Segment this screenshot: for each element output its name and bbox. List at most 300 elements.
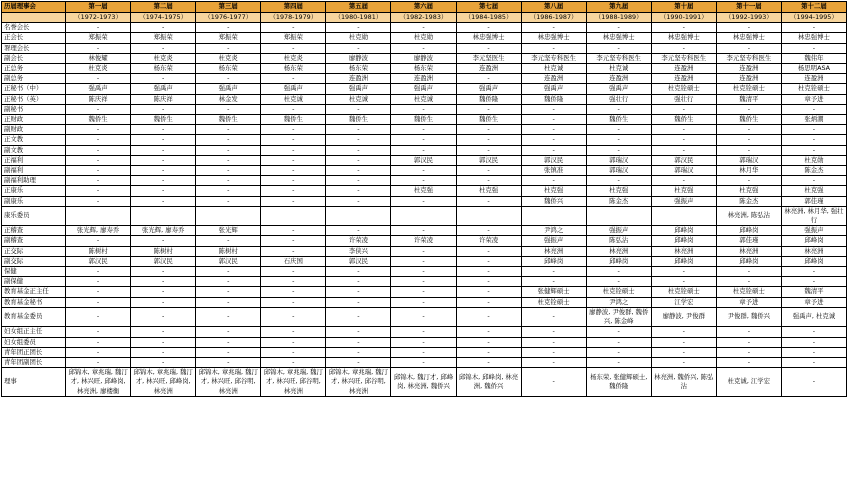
table-cell: -: [521, 307, 586, 326]
table-row: [2, 104, 847, 114]
table-cell: -: [781, 327, 846, 337]
table-cell: -: [586, 43, 651, 53]
table-row: [2, 236, 847, 246]
table-row: [2, 327, 847, 337]
table-cell: -: [521, 43, 586, 53]
table-cell: -: [66, 104, 131, 114]
table-cell: 杜克勋: [391, 33, 456, 43]
table-cell: -: [196, 186, 261, 196]
role-label: 理事: [2, 368, 66, 397]
table-cell: 陈金杰: [716, 196, 781, 206]
table-row: [2, 176, 847, 186]
table-row: [2, 145, 847, 155]
table-row: [2, 23, 847, 33]
role-label: 正总务: [2, 64, 66, 74]
table-cell: -: [456, 104, 521, 114]
table-cell: -: [261, 135, 326, 145]
table-cell: -: [716, 357, 781, 367]
table-cell: -: [261, 145, 326, 155]
table-cell: 魏侨生: [716, 115, 781, 125]
table-cell: 郭汉民: [651, 155, 716, 165]
term-years: （1992-1993）: [716, 13, 781, 23]
table-cell: 邱锦木, 邱峰岗, 林亮洲, 魏侨兴: [456, 368, 521, 397]
table-cell: 李元坚专科医生: [716, 53, 781, 63]
table-cell: -: [66, 196, 131, 206]
table-cell: [261, 206, 326, 225]
table-cell: 强禹声: [131, 84, 196, 94]
role-label: 正交际: [2, 246, 66, 256]
table-cell: -: [456, 226, 521, 236]
table-cell: -: [261, 226, 326, 236]
table-cell: 尹鸿之: [521, 226, 586, 236]
table-cell: -: [586, 327, 651, 337]
table-cell: -: [196, 196, 261, 206]
table-cell: -: [66, 135, 131, 145]
table-cell: 郭汉民: [66, 256, 131, 266]
table-cell: 邱锦木, 章兆瑞, 魏汀才, 林兴旺, 邱谷明, 林亮洲: [326, 368, 391, 397]
table-cell: 林亮洲: [651, 246, 716, 256]
table-cell: 强壮行: [586, 94, 651, 104]
table-cell: -: [391, 267, 456, 277]
table-cell: 郭瑞汉: [586, 155, 651, 165]
table-cell: 强禹声: [586, 84, 651, 94]
table-cell: 杜克炎: [261, 53, 326, 63]
table-cell: -: [326, 226, 391, 236]
term-years: （1978-1979）: [261, 13, 326, 23]
table-cell: 林忠强博士: [521, 33, 586, 43]
table-cell: -: [326, 337, 391, 347]
table-cell: 杨东荣: [131, 64, 196, 74]
table-cell: -: [261, 307, 326, 326]
table-cell: -: [66, 74, 131, 84]
table-cell: 陈弘沾: [586, 236, 651, 246]
table-cell: -: [131, 145, 196, 155]
table-cell: -: [716, 23, 781, 33]
table-cell: 林亮洲, 魏侨兴, 陈弘沾: [651, 368, 716, 397]
table-cell: -: [781, 104, 846, 114]
table-cell: 杜克诚: [326, 94, 391, 104]
table-cell: 强壮行: [651, 94, 716, 104]
table-cell: -: [391, 337, 456, 347]
term-header: 第三届: [196, 2, 261, 13]
table-cell: -: [261, 287, 326, 297]
table-cell: 邱峰岗: [651, 226, 716, 236]
table-cell: 廖静波: [326, 53, 391, 63]
table-cell: 杜克铨硕士: [586, 287, 651, 297]
table-cell: -: [456, 43, 521, 53]
table-cell: 许荣凌: [456, 236, 521, 246]
table-cell: -: [131, 277, 196, 287]
table-cell: -: [391, 277, 456, 287]
role-label: 副财政: [2, 125, 66, 135]
table-row: [2, 53, 847, 63]
table-cell: -: [66, 125, 131, 135]
table-cell: -: [586, 176, 651, 186]
table-cell: -: [326, 297, 391, 307]
table-cell: -: [391, 226, 456, 236]
table-cell: 杜克铨硕士: [521, 297, 586, 307]
table-cell: 杜克强: [716, 186, 781, 196]
role-label: 正稽查: [2, 226, 66, 236]
table-cell: -: [651, 337, 716, 347]
role-label: 副总务: [2, 74, 66, 84]
table-cell: -: [66, 327, 131, 337]
table-cell: -: [261, 125, 326, 135]
table-cell: 郑振荣: [196, 33, 261, 43]
table-cell: -: [131, 155, 196, 165]
table-cell: [66, 206, 131, 225]
table-cell: 尹鸿之: [586, 297, 651, 307]
table-cell: -: [326, 186, 391, 196]
table-cell: -: [196, 307, 261, 326]
table-cell: -: [651, 327, 716, 337]
term-header: 第十二届: [781, 2, 846, 13]
term-header: 第十届: [651, 2, 716, 13]
table-cell: 陈庆祥: [66, 94, 131, 104]
table-cell: 林忠强博士: [716, 33, 781, 43]
table-cell: -: [391, 287, 456, 297]
table-row: [2, 267, 847, 277]
table-cell: 张镇准: [521, 166, 586, 176]
table-cell: -: [261, 196, 326, 206]
table-cell: -: [66, 347, 131, 357]
table-cell: -: [196, 327, 261, 337]
term-header: 第九届: [586, 2, 651, 13]
table-cell: -: [651, 277, 716, 287]
table-cell: -: [131, 357, 196, 367]
table-cell: 杜克炎: [131, 53, 196, 63]
table-cell: 石庆国: [261, 256, 326, 266]
table-cell: 许荣凌: [391, 236, 456, 246]
role-label: 教育基金委员: [2, 307, 66, 326]
table-cell: -: [326, 125, 391, 135]
term-header: 第十一届: [716, 2, 781, 13]
table-cell: 章予进: [781, 297, 846, 307]
table-cell: 林亮洲, 陈弘沾: [716, 206, 781, 225]
table-cell: 强禹声, 杜克诚: [781, 307, 846, 326]
table-cell: -: [196, 104, 261, 114]
table-cell: -: [456, 166, 521, 176]
table-cell: -: [781, 347, 846, 357]
table-cell: -: [196, 297, 261, 307]
table-cell: -: [391, 145, 456, 155]
table-cell: 廖静波, 尹俊群, 魏侨兴, 陈金峰: [586, 307, 651, 326]
table-cell: 强禹声: [456, 84, 521, 94]
table-cell: -: [391, 357, 456, 367]
table-cell: -: [391, 297, 456, 307]
table-cell: -: [196, 166, 261, 176]
table-cell: -: [326, 327, 391, 337]
table-cell: -: [66, 155, 131, 165]
table-cell: -: [391, 307, 456, 326]
table-row: [2, 297, 847, 307]
table-cell: -: [196, 236, 261, 246]
table-cell: -: [66, 267, 131, 277]
table-cell: -: [66, 23, 131, 33]
table-cell: -: [716, 327, 781, 337]
table-cell: -: [586, 23, 651, 33]
table-cell: 邱峰岗: [781, 236, 846, 246]
table-cell: 林亮洲, 林月华, 强壮行: [781, 206, 846, 225]
table-cell: 李元坚专科医生: [521, 53, 586, 63]
table-row: [2, 277, 847, 287]
table-cell: -: [131, 186, 196, 196]
table-cell: -: [456, 277, 521, 287]
term-years: （1974-1975）: [131, 13, 196, 23]
table-row: [2, 337, 847, 347]
table-cell: -: [66, 277, 131, 287]
table-cell: -: [326, 176, 391, 186]
table-cell: -: [261, 277, 326, 287]
table-cell: 张光辉: [196, 226, 261, 236]
table-cell: 邱锦木, 章兆瑞, 魏汀才, 林兴旺, 邱峰岗, 林亮洲: [131, 368, 196, 397]
table-cell: 杜克诚: [261, 94, 326, 104]
role-label: 正康乐: [2, 186, 66, 196]
table-cell: 杜克强: [391, 186, 456, 196]
table-cell: 郭瑞汉: [716, 155, 781, 165]
council-history-table: [1, 1, 847, 397]
table-cell: -: [261, 74, 326, 84]
table-cell: -: [196, 155, 261, 165]
table-cell: -: [326, 43, 391, 53]
table-cell: -: [456, 327, 521, 337]
table-cell: 李元坚专科医生: [586, 53, 651, 63]
table-cell: 魏侨生: [261, 115, 326, 125]
table-cell: -: [196, 23, 261, 33]
table-cell: -: [521, 23, 586, 33]
table-cell: 魏侨生: [196, 115, 261, 125]
role-label: 教育基金秘书: [2, 297, 66, 307]
table-cell: -: [131, 166, 196, 176]
table-cell: 杜克诚: [391, 94, 456, 104]
table-cell: -: [131, 125, 196, 135]
table-cell: -: [261, 176, 326, 186]
table-cell: 林忠强博士: [651, 33, 716, 43]
role-label: 妇女组委员: [2, 337, 66, 347]
table-cell: 杜克铨硕士: [716, 287, 781, 297]
table-cell: 杨思明ASA: [781, 64, 846, 74]
table-cell: 邱峰岗: [651, 236, 716, 246]
table-cell: 杨东荣: [391, 64, 456, 74]
term-years: （1986-1987）: [521, 13, 586, 23]
table-cell: 邱锦木, 魏汀才, 邱峰岗, 林亮洲, 魏侨兴: [391, 368, 456, 397]
table-header: [2, 2, 847, 23]
table-cell: -: [716, 347, 781, 357]
table-cell: 杜克强: [586, 186, 651, 196]
table-cell: -: [261, 327, 326, 337]
table-cell: -: [586, 337, 651, 347]
table-cell: -: [651, 176, 716, 186]
table-cell: -: [66, 337, 131, 347]
table-cell: 杜克强: [651, 186, 716, 196]
table-cell: -: [261, 23, 326, 33]
table-cell: 强振声: [521, 236, 586, 246]
role-label: 青年团正团长: [2, 347, 66, 357]
table-cell: -: [131, 287, 196, 297]
table-cell: 连盈洲: [651, 74, 716, 84]
table-cell: 强振声: [586, 226, 651, 236]
table-cell: -: [261, 246, 326, 256]
term-years: （1990-1991）: [651, 13, 716, 23]
table-cell: 邱锦木, 章兆瑞, 魏汀才, 林兴旺, 邱峰岗, 林亮洲, 廖楼衡: [66, 368, 131, 397]
term-header: 第七届: [456, 2, 521, 13]
table-cell: 郭汉民: [391, 155, 456, 165]
table-cell: 魏侨生: [131, 115, 196, 125]
table-row: [2, 84, 847, 94]
table-row: [2, 166, 847, 176]
table-cell: 杜克强: [521, 186, 586, 196]
table-cell: -: [66, 43, 131, 53]
role-label: 副交际: [2, 256, 66, 266]
table-cell: 邱峰岗: [716, 256, 781, 266]
role-label: 副会长: [2, 53, 66, 63]
table-row: [2, 43, 847, 53]
table-cell: -: [586, 277, 651, 287]
table-cell: -: [716, 267, 781, 277]
table-cell: -: [326, 155, 391, 165]
table-cell: -: [781, 337, 846, 347]
table-cell: -: [326, 23, 391, 33]
table-cell: 杜克铨硕士: [651, 84, 716, 94]
term-header: 第四届: [261, 2, 326, 13]
table-cell: 杜克铨硕士: [651, 287, 716, 297]
table-row: [2, 155, 847, 165]
table-cell: [131, 206, 196, 225]
table-cell: -: [586, 135, 651, 145]
table-cell: 魏侨生: [326, 115, 391, 125]
table-row: [2, 186, 847, 196]
table-cell: [326, 206, 391, 225]
table-cell: -: [66, 145, 131, 155]
table-cell: [456, 206, 521, 225]
role-label: 教育基金正主任: [2, 287, 66, 297]
table-cell: -: [651, 267, 716, 277]
table-cell: 张光辉, 廖寿乔: [66, 226, 131, 236]
table-cell: 林亮洲: [586, 246, 651, 256]
table-cell: -: [716, 125, 781, 135]
table-cell: -: [66, 287, 131, 297]
role-label: 康乐委员: [2, 206, 66, 225]
table-cell: 郭汉民: [456, 155, 521, 165]
table-cell: -: [456, 135, 521, 145]
table-cell: -: [131, 135, 196, 145]
term-years: （1976-1977）: [196, 13, 261, 23]
table-cell: -: [651, 135, 716, 145]
table-cell: -: [196, 337, 261, 347]
table-cell: 张炳潮: [781, 115, 846, 125]
table-cell: -: [716, 277, 781, 287]
table-cell: -: [781, 43, 846, 53]
table-cell: -: [521, 135, 586, 145]
table-cell: 郭瑞汉: [586, 166, 651, 176]
table-row: [2, 64, 847, 74]
table-row: [2, 115, 847, 125]
table-cell: 杜克强: [781, 186, 846, 196]
table-cell: 连盈洲: [326, 74, 391, 84]
table-cell: -: [586, 125, 651, 135]
table-cell: -: [131, 236, 196, 246]
table-cell: 林金发: [196, 94, 261, 104]
table-cell: 林亮洲: [521, 246, 586, 256]
table-cell: 强振声: [781, 226, 846, 236]
table-row: [2, 347, 847, 357]
table-cell: -: [66, 236, 131, 246]
table-cell: 李元坚医生: [456, 53, 521, 63]
table-row: [2, 135, 847, 145]
table-cell: -: [456, 74, 521, 84]
table-row: [2, 33, 847, 43]
table-cell: -: [456, 307, 521, 326]
table-cell: 郭瑞汉: [651, 166, 716, 176]
table-cell: -: [131, 297, 196, 307]
table-cell: 强禹声: [391, 84, 456, 94]
table-cell: -: [261, 236, 326, 246]
table-cell: 魏伟年: [781, 53, 846, 63]
role-label: 正秘书（中）: [2, 84, 66, 94]
table-cell: 邱峰岗: [716, 226, 781, 236]
table-cell: -: [521, 327, 586, 337]
table-cell: 强振声: [651, 196, 716, 206]
table-cell: -: [456, 357, 521, 367]
table-cell: -: [261, 104, 326, 114]
table-cell: -: [781, 23, 846, 33]
table-cell: 连盈洲: [716, 74, 781, 84]
table-cell: -: [586, 357, 651, 367]
table-cell: -: [326, 307, 391, 326]
table-cell: -: [391, 166, 456, 176]
table-cell: -: [716, 43, 781, 53]
table-cell: [586, 206, 651, 225]
table-cell: 魏侨生: [456, 115, 521, 125]
table-cell: -: [261, 155, 326, 165]
table-cell: -: [196, 267, 261, 277]
table-cell: -: [131, 176, 196, 186]
table-cell: -: [66, 176, 131, 186]
table-cell: -: [651, 125, 716, 135]
table-cell: 林俊耀: [66, 53, 131, 63]
table-cell: 连盈洲: [781, 74, 846, 84]
table-cell: -: [456, 23, 521, 33]
table-cell: -: [391, 176, 456, 186]
table-cell: 强禹声: [261, 84, 326, 94]
table-cell: -: [261, 337, 326, 347]
table-cell: -: [716, 145, 781, 155]
table-row: [2, 94, 847, 104]
table-cell: 郭佳瑾: [716, 236, 781, 246]
table-row: [2, 196, 847, 206]
table-cell: -: [716, 337, 781, 347]
table-cell: 廖静波, 尹俊群: [651, 307, 716, 326]
term-years: （1984-1985）: [456, 13, 521, 23]
table-cell: 魏侨生: [586, 115, 651, 125]
table-cell: -: [521, 347, 586, 357]
table-cell: -: [456, 125, 521, 135]
table-cell: -: [261, 357, 326, 367]
role-label: 副稽查: [2, 236, 66, 246]
role-label: 副秘书: [2, 104, 66, 114]
table-cell: 杨东荣: [261, 64, 326, 74]
table-cell: -: [131, 43, 196, 53]
role-label: 名誉会长: [2, 23, 66, 33]
table-cell: -: [586, 145, 651, 155]
table-cell: -: [326, 357, 391, 367]
table-cell: -: [521, 368, 586, 397]
table-body: [2, 23, 847, 397]
table-cell: 林忠强博士: [456, 33, 521, 43]
table-cell: -: [716, 176, 781, 186]
table-cell: -: [781, 357, 846, 367]
table-cell: 魏侨兴: [521, 196, 586, 206]
